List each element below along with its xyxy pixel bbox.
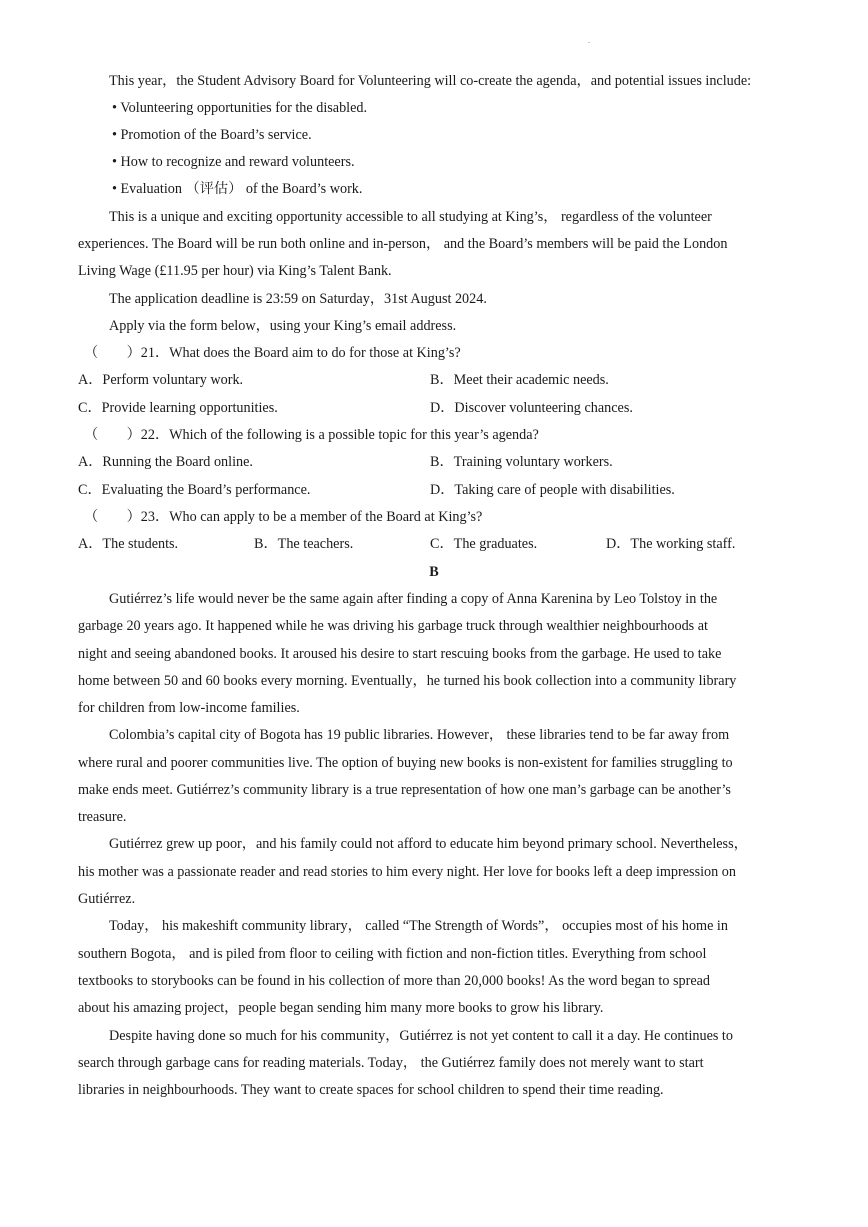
paragraph-line: Today， his makeshift community library， called “The Strength of Words”， occupies most of his home in <box>109 918 728 934</box>
paragraph-line: Living Wage (£11.95 per hour) via King’s Talent Bank. <box>78 263 392 279</box>
option-22-b: B．Training voluntary workers. <box>430 454 613 470</box>
paragraph-line: night and seeing abandoned books. It aroused his desire to start rescuing books from the garbage. He used to take <box>78 646 722 662</box>
deadline-line: The application deadline is 23:59 on Saturday，31st August 2024. <box>109 291 487 307</box>
option-21-c: C．Provide learning opportunities. <box>78 400 278 416</box>
paragraph-line: experiences. The Board will be run both online and in-person， and the Board’s members will be paid the London <box>78 236 728 252</box>
option-21-d: D．Discover volunteering chances. <box>430 400 633 416</box>
option-22-a: A．Running the Board online. <box>78 454 253 470</box>
option-21-a: A．Perform voluntary work. <box>78 372 244 388</box>
intro-line: This year，the Student Advisory Board for Volunteering will co-create the agenda，and potential issues include: <box>109 73 752 89</box>
paragraph-line: This is a unique and exciting opportunity accessible to all studying at King’s， regardless of the volunteer <box>109 209 712 225</box>
bullet-item: • Evaluation （评估） of the Board’s work. <box>112 181 363 197</box>
paragraph-line: libraries in neighbourhoods. They want to create spaces for school children to spend their time reading. <box>78 1082 664 1098</box>
question-22-stem: （ ）22．Which of the following is a possible topic for this year’s agenda? <box>84 427 539 443</box>
paragraph-line: about his amazing project，people began sending him many more books to grow his library. <box>78 1000 604 1016</box>
paragraph-line: Despite having done so much for his community，Gutiérrez is not yet content to call it a day. He continues to <box>109 1028 733 1044</box>
paragraph-line: home between 50 and 60 books every morning. Eventually，he turned his book collection into a community library <box>78 673 737 689</box>
scan-mark <box>588 42 590 43</box>
paragraph-line: search through garbage cans for reading materials. Today， the Gutiérrez family does not merely want to start <box>78 1055 704 1071</box>
paragraph-line: for children from low-income families. <box>78 700 300 716</box>
paragraph-line: treasure. <box>78 809 127 825</box>
paragraph-line: Gutiérrez. <box>78 891 136 907</box>
apply-line: Apply via the form below，using your King’s email address. <box>109 318 457 334</box>
option-23-a: A．The students. <box>78 536 179 552</box>
bullet-item: • Promotion of the Board’s service. <box>112 127 312 143</box>
question-21-stem: （ ）21．What does the Board aim to do for those at King’s? <box>84 345 461 361</box>
option-23-d: D．The working staff. <box>606 536 736 552</box>
paragraph-line: Gutiérrez grew up poor，and his family could not afford to educate him beyond primary school. Nevertheless， <box>109 836 748 852</box>
bullet-item: • Volunteering opportunities for the disabled. <box>112 100 368 116</box>
bullet-item: • How to recognize and reward volunteers. <box>112 154 355 170</box>
paragraph-line: Gutiérrez’s life would never be the same again after finding a copy of Anna Karenina by Leo Tolstoy in the <box>109 591 718 607</box>
option-22-c: C．Evaluating the Board’s performance. <box>78 482 311 498</box>
paragraph-line: his mother was a passionate reader and read stories to him every night. Her love for books left a deep impression on <box>78 864 736 880</box>
option-21-b: B．Meet their academic needs. <box>430 372 609 388</box>
paragraph-line: garbage 20 years ago. It happened while he was driving his garbage truck through wealthier neighbourhoods at <box>78 618 708 634</box>
paragraph-line: textbooks to storybooks can be found in his collection of more than 20,000 books! As the word began to spread <box>78 973 711 989</box>
option-22-d: D．Taking care of people with disabilities. <box>430 482 675 498</box>
section-b-heading: B <box>429 564 439 580</box>
paragraph-line: Colombia’s capital city of Bogota has 19 public libraries. However， these libraries tend to be far away from <box>109 727 730 743</box>
option-23-c: C．The graduates. <box>430 536 538 552</box>
question-23-stem: （ ）23．Who can apply to be a member of the Board at King’s? <box>84 509 483 525</box>
option-23-b: B．The teachers. <box>254 536 354 552</box>
paragraph-line: where rural and poorer communities live. The option of buying new books is non-existent for families struggling to <box>78 755 733 771</box>
paragraph-line: southern Bogota， and is piled from floor to ceiling with fiction and non-fiction titles. Everything from school <box>78 946 707 962</box>
paragraph-line: make ends meet. Gutiérrez’s community library is a true representation of how one man’s garbage can be another’s <box>78 782 731 798</box>
